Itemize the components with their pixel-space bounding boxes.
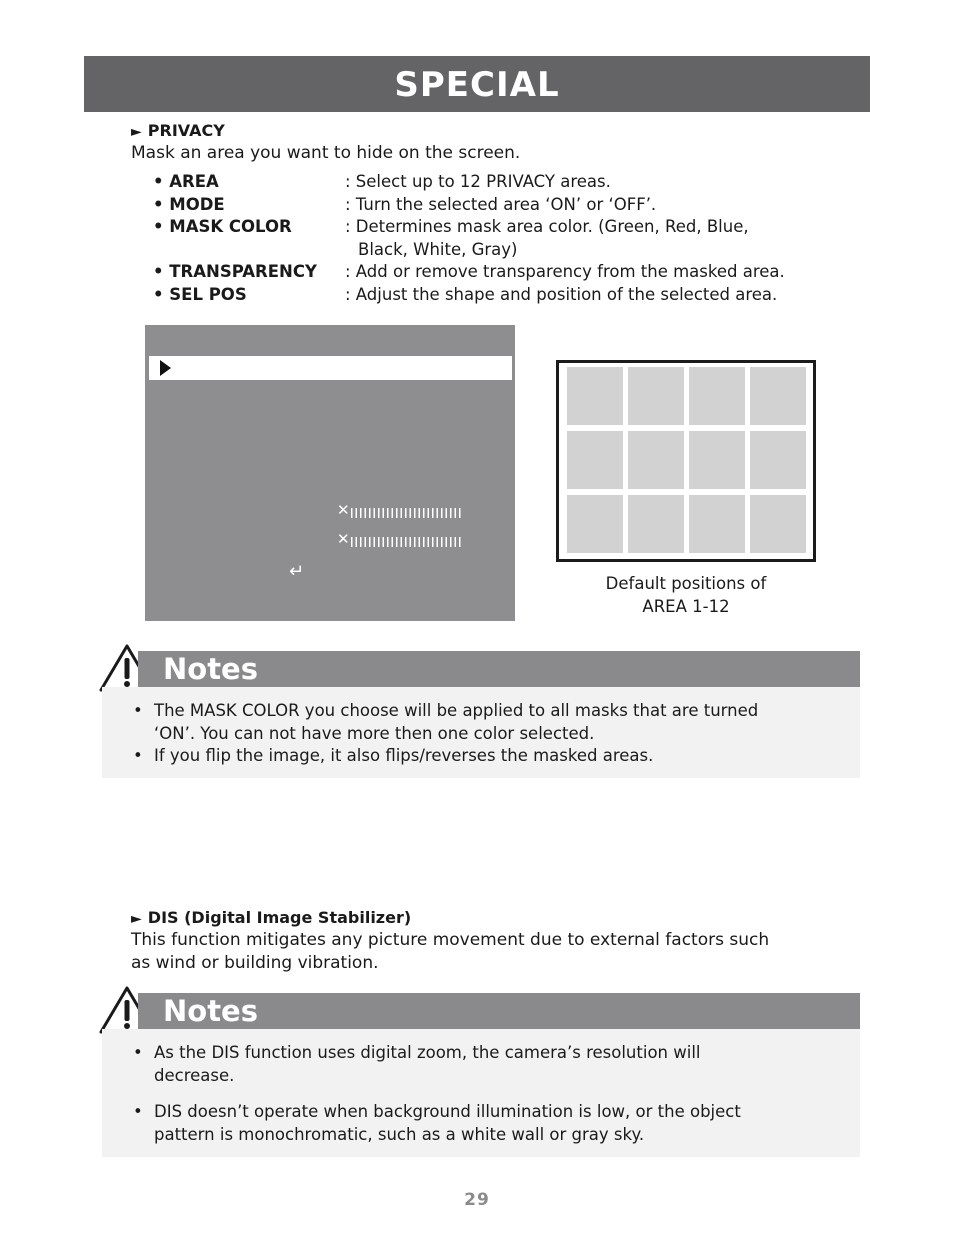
triangle-right-icon: ► (131, 124, 142, 140)
grid-caption-line: Default positions of (605, 574, 767, 593)
definition-row (153, 194, 863, 217)
dis-description (131, 929, 769, 975)
area-cell (567, 431, 623, 489)
page-number: 29 (464, 1190, 490, 1210)
notes-box (102, 1029, 860, 1157)
area-cell (689, 367, 745, 425)
note-item (133, 1041, 849, 1087)
note-line: decrease. (154, 1066, 235, 1085)
osd-menu-illustration (145, 325, 515, 621)
note-item (133, 699, 849, 745)
dis-heading (131, 908, 411, 927)
definition-row (153, 171, 863, 194)
privacy-intro: Mask an area you want to hide on the screen. (131, 143, 521, 163)
notes-bar (138, 651, 860, 687)
definition-desc-multiline (345, 216, 855, 261)
definition-term: • MASK COLOR (153, 217, 292, 236)
page-title: SPECIAL (394, 65, 560, 105)
bullet-icon: • (133, 1043, 143, 1062)
definition-desc: : Determines mask area color. (Green, Red, Blue, (345, 217, 749, 236)
definition-term: • MODE (153, 194, 225, 214)
privacy-heading (131, 121, 225, 140)
osd-slider (337, 530, 463, 549)
slider-track (351, 508, 463, 518)
osd-selected-row (149, 356, 512, 380)
triangle-right-icon: ► (131, 911, 142, 927)
slider-marker-icon: ✕ (337, 501, 350, 519)
definition-row (153, 284, 863, 307)
slider-track (351, 537, 463, 547)
area-cell (689, 431, 745, 489)
definition-desc: : Add or remove transparency from the masked area. (345, 262, 785, 281)
definition-desc: : Turn the selected area ‘ON’ or ‘OFF’. (345, 194, 657, 214)
area-cell (750, 431, 806, 489)
note-line: The MASK COLOR you choose will be applied to all masks that are turned (154, 701, 759, 720)
note-line: ‘ON’. You can not have more then one color selected. (154, 724, 595, 743)
grid-caption (556, 572, 816, 618)
note-line: pattern is monochromatic, such as a white wall or gray sky. (154, 1125, 645, 1144)
area-cell (628, 367, 684, 425)
note-line: If you flip the image, it also flips/reverses the masked areas. (154, 746, 654, 765)
definition-term: • AREA (153, 172, 219, 191)
area-cell (750, 367, 806, 425)
note-item (133, 1100, 849, 1146)
bullet-icon: • (133, 746, 143, 765)
osd-slider (337, 501, 463, 520)
area-cell (628, 431, 684, 489)
page-header-bar (84, 56, 870, 112)
definition-desc: : Adjust the shape and position of the selected area. (345, 284, 778, 304)
area-cell (689, 495, 745, 553)
notes-bar (138, 993, 860, 1029)
definition-row (153, 261, 863, 284)
enter-return-icon: ↵ (289, 561, 305, 582)
dis-heading-text: DIS (Digital Image Stabilizer) (147, 908, 412, 927)
definition-term: • SEL POS (153, 284, 247, 304)
privacy-heading-text: PRIVACY (147, 121, 225, 140)
area-cell (628, 495, 684, 553)
notes-title: Notes (163, 994, 258, 1028)
privacy-definition-list (153, 171, 863, 306)
dis-description-line: as wind or building vibration. (131, 953, 379, 973)
note-line: DIS doesn’t operate when background illumination is low, or the object (154, 1102, 741, 1121)
privacy-area-grid (556, 360, 816, 562)
area-cell (567, 367, 623, 425)
bullet-icon: • (133, 701, 143, 720)
grid-caption-line: AREA 1-12 (642, 597, 730, 616)
bullet-icon: • (133, 1102, 143, 1121)
notes-title: Notes (163, 652, 258, 686)
notes-box (102, 687, 860, 778)
definition-term: • TRANSPARENCY (153, 262, 317, 281)
area-cell (750, 495, 806, 553)
note-item (133, 744, 849, 767)
dis-description-line: This function mitigates any picture movement due to external factors such (131, 930, 770, 950)
definition-desc: : Select up to 12 PRIVACY areas. (345, 172, 611, 191)
slider-marker-icon: ✕ (337, 530, 350, 548)
menu-cursor-icon (160, 360, 171, 376)
definition-desc-continued: Black, White, Gray) (358, 239, 518, 259)
area-cell (567, 495, 623, 553)
note-line: As the DIS function uses digital zoom, the camera’s resolution will (154, 1043, 701, 1062)
definition-row (153, 216, 863, 261)
